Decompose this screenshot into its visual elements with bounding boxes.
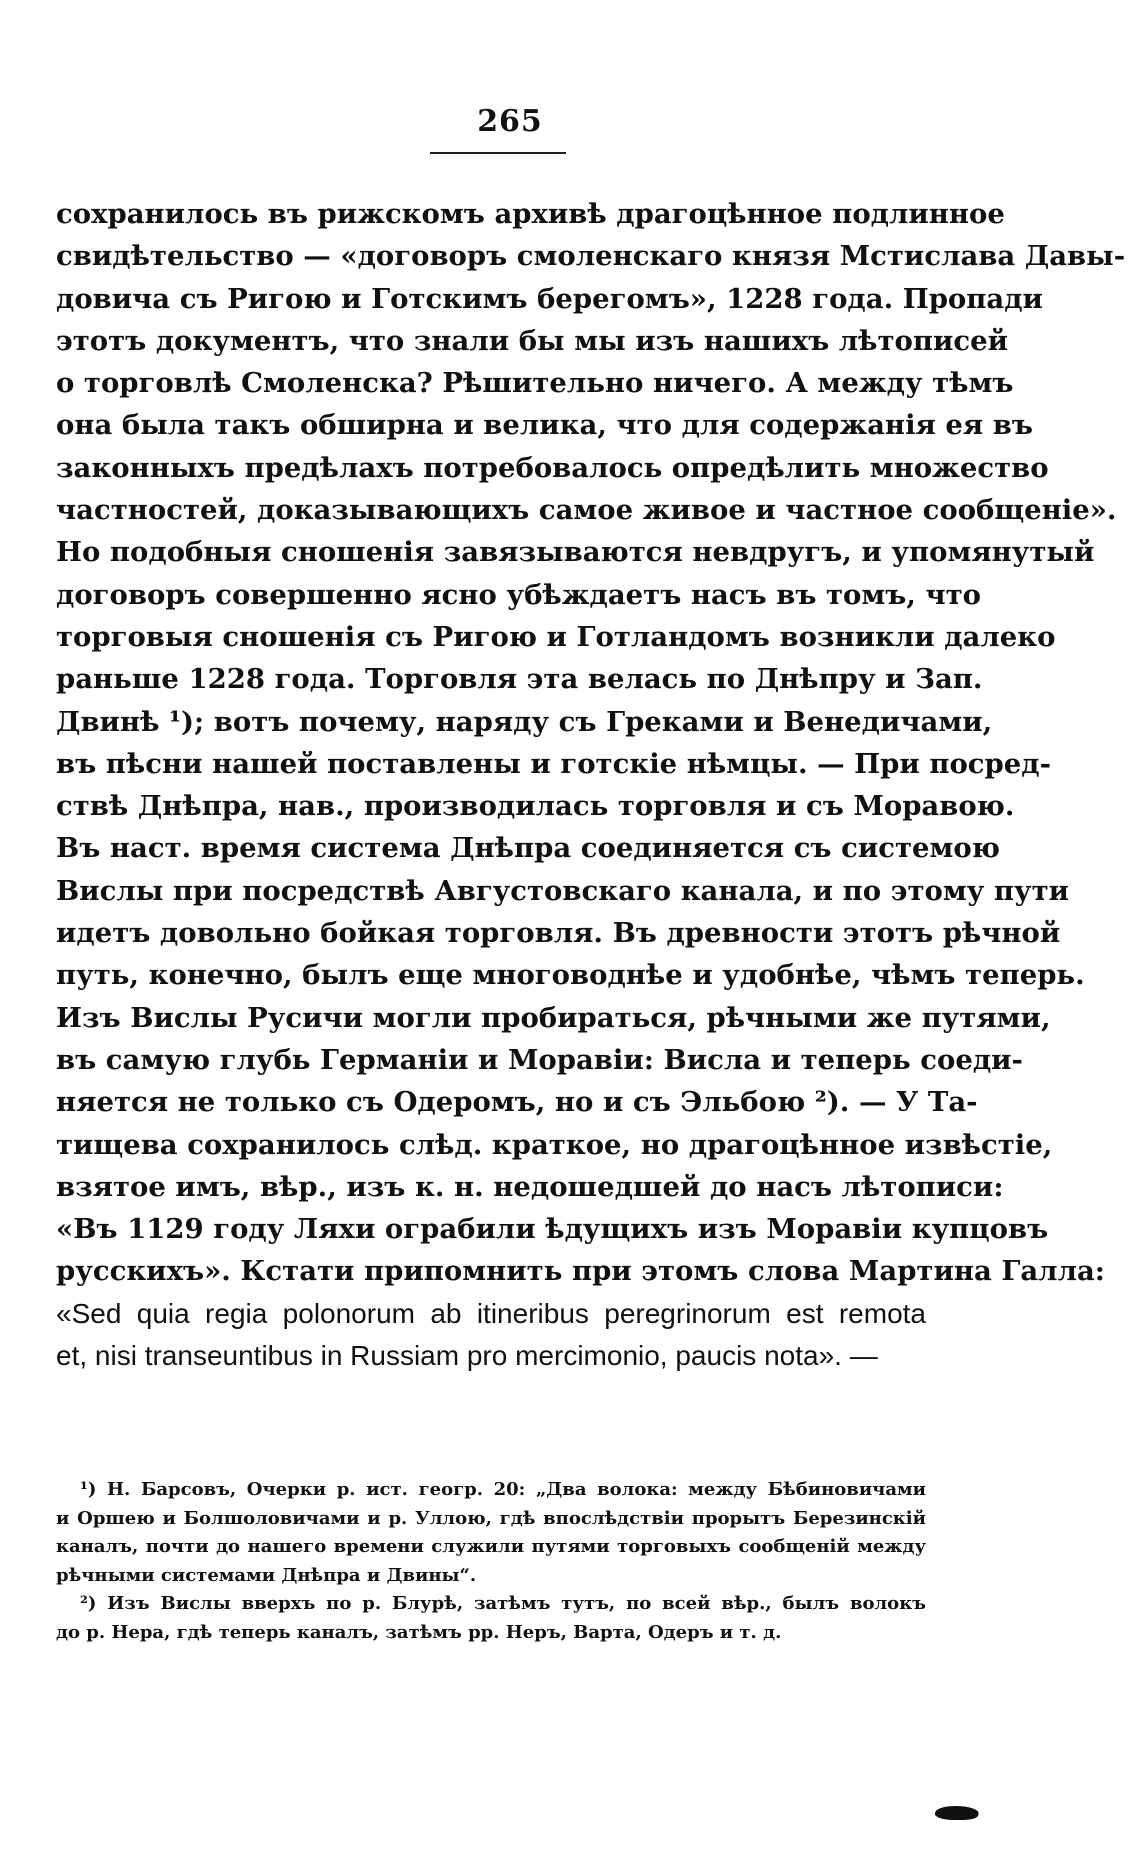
footnote-line: каналъ, почти до нашего времени служили путями торговыхъ сообщеній между — [56, 1536, 926, 1557]
footnote-line: ¹) Н. Барсовъ, Очерки р. ист. геогр. 20: „Два волока: между Бѣбиновичами — [80, 1479, 926, 1500]
text-line: тищева сохранилось слѣд. краткое, но драгоцѣнное извѣстіе, — [56, 1128, 1053, 1161]
text-line: законныхъ предѣлахъ потребовалось опредѣлить множество — [56, 451, 1049, 484]
text-line: Вислы при посредствѣ Августовскаго канала, и по этому пути — [56, 874, 1070, 907]
body-text — [56, 193, 1126, 1377]
text-line: взятое имъ, вѣр., изъ к. н. недошедшей до насъ лѣтописи: — [56, 1170, 1004, 1203]
text-line: идетъ довольно бойкая торговля. Въ древности этотъ рѣчной — [56, 917, 1061, 950]
ink-blot — [932, 1806, 981, 1820]
text-line: въ самую глубь Германіи и Моравіи: Висла и теперь соеди- — [56, 1043, 1023, 1076]
text-line: сохранилось въ рижскомъ архивѣ драгоцѣнное подлинное — [56, 198, 1005, 230]
text-line: русскихъ». Кстати припомнить при этомъ слова Мартина Галла: — [56, 1255, 1105, 1288]
footnotes — [56, 1476, 926, 1647]
text-line: она была такъ обширна и велика, что для содержанія ея въ — [56, 409, 1033, 442]
text-line: въ пѣсни нашей поставлены и готскіе нѣмцы. — При посред- — [56, 747, 1052, 780]
text-line: о торговлѣ Смоленска? Рѣшительно ничего. А между тѣмъ — [56, 367, 1014, 400]
footnote-line: ²) Изъ Вислы вверхъ по р. Блурѣ, затѣмъ тутъ, по всей вѣр., былъ волокъ — [80, 1593, 926, 1614]
text-line: раньше 1228 года. Торговля эта велась по Днѣпру и Зап. — [56, 663, 983, 696]
text-line: Въ наст. время система Днѣпра соединяется съ системою — [56, 832, 1000, 865]
text-line: Но подобныя сношенія завязываются невдругъ, и упомянутый — [56, 536, 1095, 569]
text-line: няется не только съ Одеромъ, но и съ Эльбою ²). — У Та- — [56, 1086, 978, 1119]
text-line: Двинѣ ¹); вотъ почему, наряду съ Греками и Венедичами, — [56, 705, 993, 738]
text-line: этотъ документъ, что знали бы мы изъ нашихъ лѣтописей — [56, 324, 1009, 357]
text-line: Изъ Вислы Русичи могли пробираться, рѣчными же путями, — [56, 1001, 1051, 1034]
footnote-line: рѣчными системами Днѣпра и Двины“. — [56, 1564, 477, 1586]
latin-quote-line: «Sed quia regia polonorum ab itineribus peregrinorum est remota — [56, 1297, 926, 1329]
latin-quote-line: et, nisi transeuntibus in Russiam pro mercimonio, paucis nota». — — [56, 1340, 878, 1372]
text-line: договоръ совершенно ясно убѣждаетъ насъ въ томъ, что — [56, 578, 982, 611]
text-line: путь, конечно, былъ еще многоводнѣе и удобнѣе, чѣмъ теперь. — [56, 959, 1085, 992]
text-line: довича съ Ригою и Готскимъ берегомъ», 1228 года. Пропади — [56, 282, 1043, 315]
footnote-line: и Оршею и Болшоловичами и р. Уллою, гдѣ впослѣдствіи прорытъ Березинскій — [56, 1507, 926, 1529]
text-line: «Въ 1129 году Ляхи ограбили ѣдущихъ изъ Моравіи купцовъ — [56, 1213, 1049, 1246]
page-number: 265 — [477, 104, 543, 139]
text-line: ствѣ Днѣпра, нав., производилась торговля и съ Моравою. — [56, 790, 1015, 823]
text-line: торговыя сношенія съ Ригою и Готландомъ возникли далеко — [56, 620, 1056, 653]
footnote-line: до р. Нера, гдѣ теперь каналъ, затѣмъ рр. Неръ, Варта, Одеръ и т. д. — [56, 1621, 782, 1643]
text-line: частностей, доказывающихъ самое живое и частное сообщеніе». — [56, 494, 1117, 527]
header-rule — [430, 152, 566, 154]
text-line: свидѣтельство — «договоръ смоленскаго князя Мстислава Давы- — [56, 240, 1126, 273]
